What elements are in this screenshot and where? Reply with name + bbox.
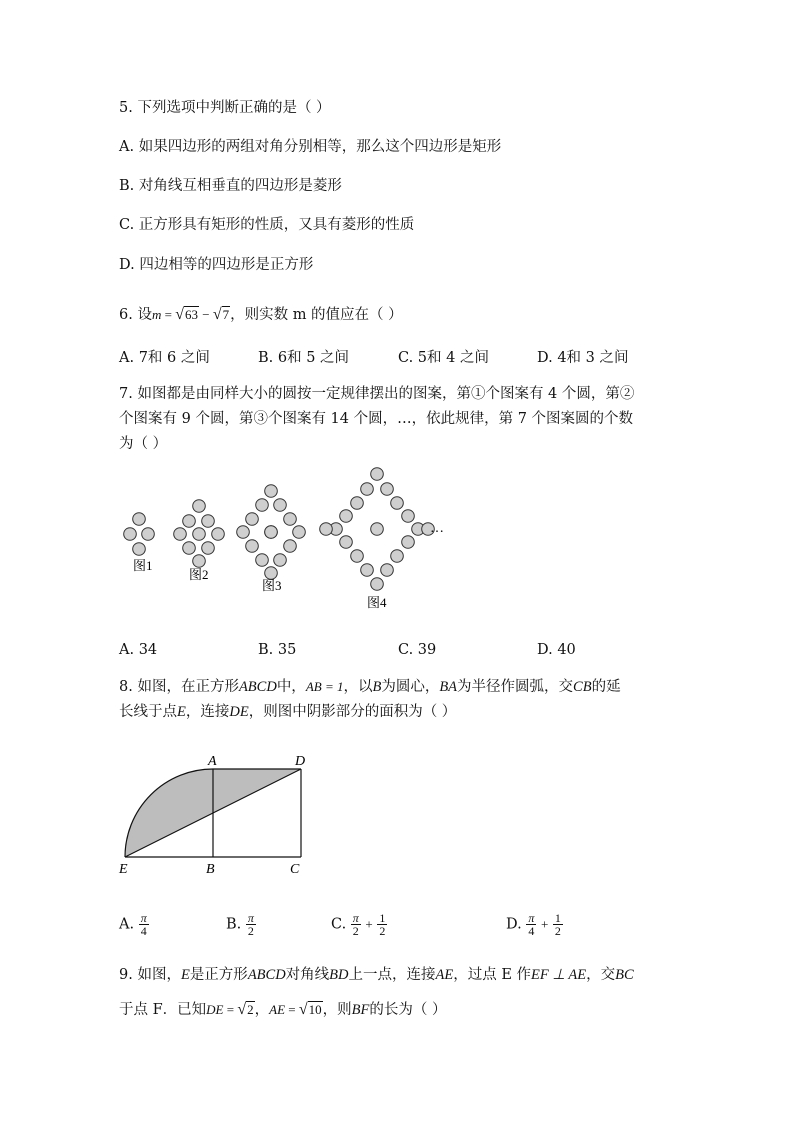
fraction bbox=[526, 912, 536, 937]
pattern-circle bbox=[320, 523, 333, 536]
fig-label-4: 图4 bbox=[367, 595, 387, 610]
pattern-circle bbox=[246, 540, 259, 553]
q9-text: 对角线 bbox=[285, 967, 330, 983]
q9-radicand-2: 10 bbox=[308, 1002, 322, 1017]
q8-math: CB bbox=[573, 679, 592, 695]
fraction bbox=[139, 912, 149, 937]
q9-text: ， bbox=[254, 1002, 270, 1018]
pattern-circle bbox=[274, 554, 287, 567]
fig-label-1: 图1 bbox=[133, 558, 153, 573]
fig-label-2: 图2 bbox=[189, 567, 209, 582]
q9-text: 是正方形 bbox=[189, 967, 248, 983]
pattern-circle bbox=[265, 485, 278, 498]
q9-line-1 bbox=[119, 965, 634, 985]
q8-text: 长线于点 bbox=[119, 704, 177, 720]
q9-math: AE bbox=[435, 967, 454, 983]
q9-line-2 bbox=[119, 1000, 446, 1020]
q8-math: ABCD bbox=[238, 679, 277, 695]
fraction-num: π bbox=[140, 911, 147, 925]
pattern-circle bbox=[284, 540, 297, 553]
q8-math: B bbox=[372, 679, 382, 695]
pattern-circle bbox=[391, 497, 404, 510]
pattern-circle bbox=[246, 513, 259, 526]
q9-text: 于点 F．已知 bbox=[119, 1002, 207, 1018]
q6-minus: − bbox=[198, 307, 213, 322]
q9-math: E bbox=[180, 967, 190, 983]
q9-text: ，则 bbox=[322, 1002, 352, 1018]
point-a-label: A bbox=[208, 754, 217, 769]
q7-line-1: 7. 如图都是由同样大小的圆按一定规律摆出的图案，第①个图案有 4 个圆，第② bbox=[119, 386, 635, 402]
q5-option-b: B. 对角线互相垂直的四边形是菱形 bbox=[119, 178, 342, 194]
q9-math: BC bbox=[615, 967, 634, 983]
q8-math: AB = 1 bbox=[305, 679, 344, 694]
q8-text: 为半径作圆弧，交 bbox=[457, 679, 574, 695]
q8-math: BA bbox=[439, 679, 458, 695]
q9-radical-2: √10 bbox=[298, 1001, 322, 1018]
q6-stem bbox=[119, 305, 403, 325]
pattern-circle bbox=[212, 528, 225, 541]
q6-suffix: ，则实数 m 的值应在（ ） bbox=[230, 307, 403, 323]
fig-label-3: 图3 bbox=[262, 578, 282, 593]
pattern-circle bbox=[284, 513, 297, 526]
q8-text: 中， bbox=[276, 679, 306, 695]
pattern-circle bbox=[237, 526, 250, 539]
q9-text: 的长为（ ） bbox=[369, 1002, 447, 1018]
fig-ellipsis: … bbox=[430, 521, 444, 536]
pattern-circle bbox=[381, 483, 394, 496]
fraction-num: 1 bbox=[379, 911, 386, 925]
plus-sign: + bbox=[540, 916, 549, 932]
pattern-circle bbox=[124, 528, 137, 541]
q6-radical-2: √7 bbox=[212, 306, 230, 323]
pattern-circle bbox=[351, 497, 364, 510]
q7-option-d: D. 40 bbox=[537, 642, 576, 658]
q5-option-d: D. 四边相等的四边形是正方形 bbox=[119, 257, 314, 273]
pattern-circle bbox=[361, 483, 374, 496]
point-e-label: E bbox=[119, 862, 128, 877]
pattern-circle bbox=[256, 499, 269, 512]
q6-option-b: B. 6和 5 之间 bbox=[258, 350, 350, 366]
q6-option-c: C. 5和 4 之间 bbox=[398, 350, 489, 366]
q6-radicand-1: 63 bbox=[184, 307, 198, 322]
q9-math: BF bbox=[351, 1002, 370, 1018]
option-label: A. bbox=[119, 916, 135, 933]
option-label: D. bbox=[506, 916, 522, 933]
q6-option-d: D. 4和 3 之间 bbox=[537, 350, 629, 366]
q8-math: DE bbox=[229, 704, 249, 720]
fraction bbox=[377, 912, 387, 937]
q8-option-a bbox=[119, 912, 149, 937]
q6-prefix: 6. 设 bbox=[119, 307, 152, 323]
q9-text: ，交 bbox=[586, 967, 616, 983]
fraction-den: 2 bbox=[247, 924, 254, 938]
point-d-label: D bbox=[295, 754, 306, 769]
q7-option-b: B. 35 bbox=[258, 642, 297, 658]
fraction-num: π bbox=[528, 911, 535, 925]
pattern-circle bbox=[202, 542, 215, 555]
q7-option-c: C. 39 bbox=[398, 642, 437, 658]
option-label: B. bbox=[226, 916, 242, 933]
fraction bbox=[246, 912, 256, 937]
q8-text: ，则图中阴影部分的面积为（ ） bbox=[248, 704, 457, 720]
pattern-circle bbox=[371, 578, 384, 591]
q9-text: 9. 如图， bbox=[119, 967, 181, 983]
q9-math: BD bbox=[329, 967, 349, 983]
point-c-label: C bbox=[290, 862, 300, 877]
q9-text: ，过点 E 作 bbox=[453, 967, 532, 983]
q5-option-a: A. 如果四边形的两组对角分别相等，那么这个四边形是矩形 bbox=[119, 139, 502, 155]
pattern-circle bbox=[202, 515, 215, 528]
q8-line-2 bbox=[119, 702, 456, 722]
q9-math: = bbox=[223, 1002, 238, 1017]
pattern-circle bbox=[293, 526, 306, 539]
point-b-label: B bbox=[206, 862, 215, 877]
fraction-den: 2 bbox=[352, 924, 359, 938]
q8-text: ，以 bbox=[343, 679, 373, 695]
q9-math: EF ⊥ AE bbox=[531, 967, 587, 983]
q5-stem: 5. 下列选项中判断正确的是（ ） bbox=[119, 100, 331, 116]
q6-radical-1: √63 bbox=[175, 306, 198, 323]
pattern-circle bbox=[265, 526, 278, 539]
q6-radicand-2: 7 bbox=[222, 307, 230, 322]
pattern-circle bbox=[371, 468, 384, 481]
pattern-circle bbox=[361, 564, 374, 577]
q8-text: 的延 bbox=[591, 679, 621, 695]
pattern-circle bbox=[174, 528, 187, 541]
q6-eq: = bbox=[161, 307, 176, 322]
q7-option-a: A. 34 bbox=[119, 642, 158, 658]
q9-math: DE bbox=[206, 1002, 224, 1017]
plus-sign: + bbox=[365, 916, 373, 932]
pattern-circle bbox=[402, 510, 415, 523]
pattern-circle bbox=[351, 550, 364, 563]
pattern-circle bbox=[193, 500, 206, 513]
q9-math: = bbox=[285, 1002, 299, 1017]
q7-circle-pattern-figure bbox=[110, 460, 470, 620]
pattern-circle bbox=[381, 564, 394, 577]
fraction-den: 2 bbox=[379, 924, 386, 938]
q6-var: m bbox=[151, 307, 162, 322]
fraction-num: π bbox=[352, 911, 359, 925]
q9-text: 上一点，连接 bbox=[348, 967, 436, 983]
option-label: C. bbox=[331, 916, 347, 933]
fraction-num: 1 bbox=[554, 911, 561, 925]
fraction bbox=[351, 912, 361, 937]
pattern-circle bbox=[193, 528, 206, 541]
pattern-circle bbox=[142, 528, 155, 541]
fraction-den: 4 bbox=[528, 924, 535, 938]
pattern-circle bbox=[256, 554, 269, 567]
pattern-circle bbox=[183, 542, 196, 555]
pattern-circle bbox=[133, 513, 146, 526]
q9-radicand-1: 2 bbox=[247, 1002, 254, 1017]
q7-line-3: 为（ ） bbox=[119, 436, 168, 452]
q5-option-c: C. 正方形具有矩形的性质，又具有菱形的性质 bbox=[119, 217, 415, 233]
pattern-circle bbox=[371, 523, 384, 536]
q8-option-b bbox=[226, 912, 256, 937]
pattern-circle bbox=[340, 510, 353, 523]
q9-math: ABCD bbox=[247, 967, 286, 983]
pattern-circle bbox=[340, 536, 353, 549]
pattern-circle bbox=[391, 550, 404, 563]
pattern-circle bbox=[274, 499, 287, 512]
fraction-den: 4 bbox=[140, 924, 147, 938]
fraction-num: π bbox=[247, 911, 254, 925]
fraction-den: 2 bbox=[554, 924, 561, 938]
q8-square-arc-figure bbox=[110, 745, 330, 880]
q8-line-1 bbox=[119, 677, 621, 697]
fraction bbox=[553, 912, 563, 937]
q8-math: E bbox=[177, 704, 186, 720]
q8-text: 为圆心， bbox=[381, 679, 440, 695]
q9-radical-1: √2 bbox=[237, 1001, 254, 1018]
pattern-circle bbox=[193, 555, 206, 568]
q8-option-d bbox=[506, 912, 563, 937]
q8-text: 8. 如图，在正方形 bbox=[119, 679, 239, 695]
pattern-circle bbox=[183, 515, 196, 528]
pattern-circle bbox=[402, 536, 415, 549]
pattern-circle bbox=[133, 543, 146, 556]
q8-option-c bbox=[331, 912, 387, 937]
q6-option-a: A. 7和 6 之间 bbox=[119, 350, 210, 366]
q7-line-2: 个图案有 9 个圆，第③个图案有 14 个圆，…，依此规律，第 7 个图案圆的个数 bbox=[119, 411, 634, 427]
q8-text: ，连接 bbox=[185, 704, 230, 720]
q9-math: AE bbox=[269, 1002, 286, 1017]
